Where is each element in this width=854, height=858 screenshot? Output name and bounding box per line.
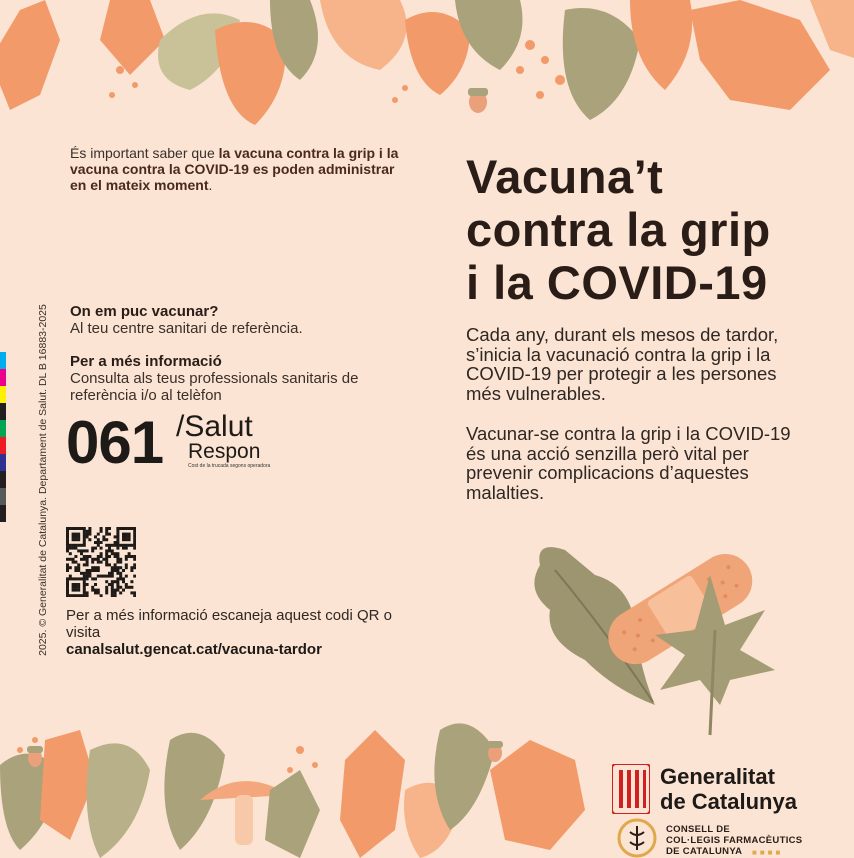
leaf-icon: [340, 730, 405, 858]
registration-swatch: [0, 352, 6, 369]
note-post: .: [208, 177, 213, 193]
leaf-icon: [0, 0, 60, 110]
vertical-credit: [36, 290, 50, 670]
acorn-icon: [468, 88, 488, 113]
info-section: [70, 353, 380, 404]
registration-swatch: [0, 420, 6, 437]
important-note: [70, 145, 410, 193]
phone-number: 061: [66, 409, 164, 476]
print-registration-marks: [0, 352, 6, 522]
leaf-icon: [434, 723, 495, 830]
top-leaves-decoration: [0, 0, 854, 135]
pharmacy-emblem-icon: [616, 818, 658, 858]
registration-swatch: [0, 471, 6, 488]
registration-swatch: [0, 488, 6, 505]
registration-swatch: [0, 437, 6, 454]
leaf-icon: [320, 0, 407, 70]
generalitat-logo-text: [660, 764, 797, 814]
generalitat-flag-icon: [612, 764, 650, 814]
scan-text: Per a més informació escaneja aquest codi QR o visita: [66, 607, 392, 641]
registration-swatch: [0, 386, 6, 403]
scan-url-link[interactable]: canalsalut.gencat.cat/vacuna-tardor: [66, 641, 322, 658]
benefit-paragraph: Vacunar-se contra la grip i la COVID-19 és una acció senzilla però vital per prevenir complicacions d’aquestes malalties.: [466, 423, 791, 503]
leaf-icon: [563, 8, 640, 120]
gen-line-2: de Catalunya: [660, 789, 797, 814]
leaf-icon: [265, 770, 320, 858]
info-heading: Per a més informació: [70, 353, 222, 370]
respon-brand: Respon: [188, 440, 261, 463]
consell-line-3: DE CATALUNYA: [666, 846, 743, 857]
registration-swatch: [0, 505, 6, 522]
registration-swatch: [0, 454, 6, 471]
consell-line-1: CONSELL DE: [666, 824, 731, 835]
leaf-icon: [100, 0, 165, 75]
note-bold: la vacuna contra la grip i la vacuna contra la COVID-19 es poden administrar en el mateix moment: [70, 145, 399, 193]
title-line-3: i la COVID-19: [466, 256, 768, 309]
registration-swatch: [0, 369, 6, 386]
title-line-1: Vacuna’t: [466, 150, 664, 203]
leaf-icon: [690, 0, 830, 110]
registration-swatch: [0, 403, 6, 420]
consell-dots: ■■■■: [752, 848, 784, 857]
leaf-icon: [630, 0, 692, 90]
consell-line-2: COL·LEGIS FARMACÈUTICS: [666, 835, 803, 846]
info-text: Consulta als teus professionals sanitaris de referència i/o al telèfon: [70, 370, 359, 404]
leaf-icon: [87, 743, 150, 858]
leaves-bandage-illustration: [525, 530, 775, 740]
page-title: [466, 150, 836, 309]
scan-section: [66, 607, 396, 658]
salut-brand: /Salut: [176, 410, 253, 443]
call-cost-note: Cost de la trucada segons operadora: [188, 463, 271, 469]
title-line-2: contra la grip: [466, 203, 771, 256]
leaf-icon: [490, 740, 585, 850]
where-heading: On em puc vacunar?: [70, 303, 219, 320]
note-pre: És important saber que: [70, 145, 219, 161]
where-text: Al teu centre sanitari de referència.: [70, 320, 303, 337]
leaf-icon: [40, 730, 95, 840]
gen-line-1: Generalitat: [660, 764, 775, 789]
where-section: [70, 303, 400, 337]
intro-paragraph: Cada any, durant els mesos de tardor, s’inicia la vacunació contra la grip i la COVID-19 per protegir a les persones més vulnerables.: [466, 324, 779, 404]
credit-text: 2025. © Generalitat de Catalunya. Departament de Salut. DL B 16883-2025: [37, 304, 49, 656]
qr-code[interactable]: [66, 527, 136, 597]
